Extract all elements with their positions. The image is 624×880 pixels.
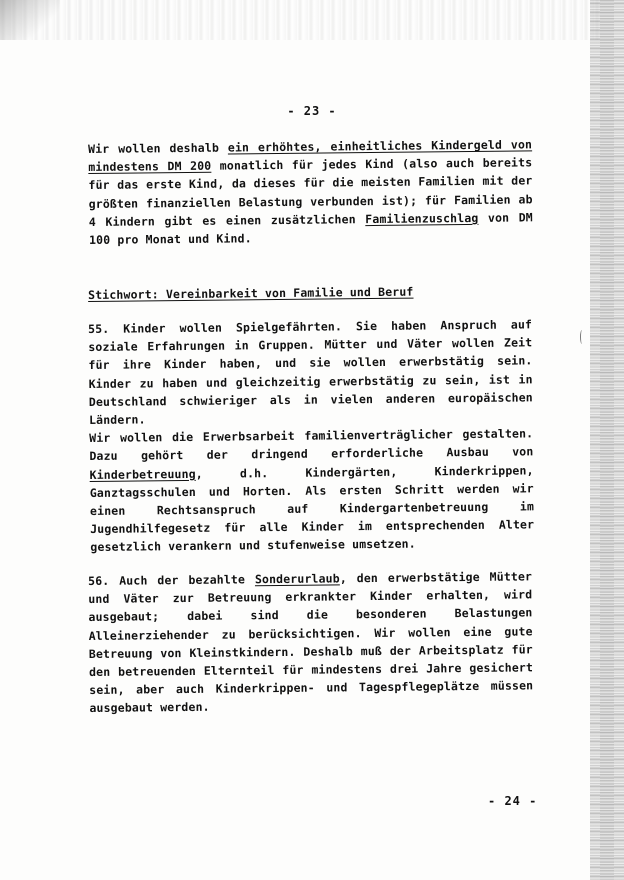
para2-text-1: Wir wollen die Erwerbsarbeit familienverträglicher gestalten. Dazu gehört der dringend erforderliche Ausbau von	[89, 426, 534, 464]
paragraph-55	[88, 315, 534, 556]
scan-edge-right	[590, 0, 624, 880]
para1-text-1: Wir wollen deshalb	[88, 140, 228, 156]
underline-sonderurlaub: Sonderurlaub	[254, 571, 340, 587]
para2-first: 55. Kinder wollen Spielgefährten. Sie haben Anspruch auf soziale Erfahrungen in Gruppen. Mütter und Väter wollen Zeit für ihre Kinder haben, und sie wollen erwerbstätig sein. Kinder zu haben und gleichzeitig erwerbstätig zu sein, ist in Deutschland schwieriger als in vielen anderen europäischen Ländern.	[88, 317, 533, 428]
para3-text-1: 56. Auch der bezahlte	[88, 572, 255, 588]
scan-edge-top	[0, 0, 600, 40]
underline-kindergeld: ein erhöhtes, einheitliches Kindergeld von mindestens DM 200	[88, 137, 533, 175]
paragraph-kindergeld	[88, 135, 533, 249]
scan-mark	[580, 330, 584, 344]
para1-text-3: von DM 100 pro Monat und Kind.	[88, 210, 533, 248]
section-heading	[88, 281, 532, 304]
next-page-number: - 24 -	[488, 794, 538, 808]
para2-text-2: , d.h. Kindergärten, Kinderkrippen, Ganztagsschulen und Horten. Als ersten Schritt werden wir einen Rechtsanspruch auf Kindergartenbetreuung im Jugendhilfegesetz für alle Kinder im entsprechenden Alter gesetzlich verankern und stufenweise umsetzen.	[89, 462, 535, 555]
heading-text: Stichwort: Vereinbarkeit von Familie und Beruf	[88, 284, 414, 302]
underline-kinderbetreuung: Kinderbetreuung	[89, 466, 196, 482]
paragraph-56	[88, 567, 534, 717]
para1-text-2: monatlich für jedes Kind (also auch bereits für das erste Kind, da dieses für die meisten Familien mit der größten finanziellen Belastung verbunden ist); für Familien ab 4 Kindern gibt es einen zusätzlichen	[88, 155, 533, 229]
underline-familienzuschlag: Familienzuschlag	[365, 210, 479, 226]
page-number: - 23 -	[287, 104, 337, 118]
para3-text-2: , den erwerbstätige Mütter und Väter zur Betreuung erkrankter Kinder erhalten, wird ausgebaut; dabei sind die besonderen Belastungen Alleinerziehender zu berücksichtigen. Wir wollen eine gute Betreuung von Kleinstkindern. Deshalb muß der Arbeitsplatz für den betreuenden Elternteil für mindestens drei Jahre gesichert sein, aber auch Kinderkrippen- und Tagespflegeplätze müssen ausgebaut werden.	[88, 569, 534, 716]
